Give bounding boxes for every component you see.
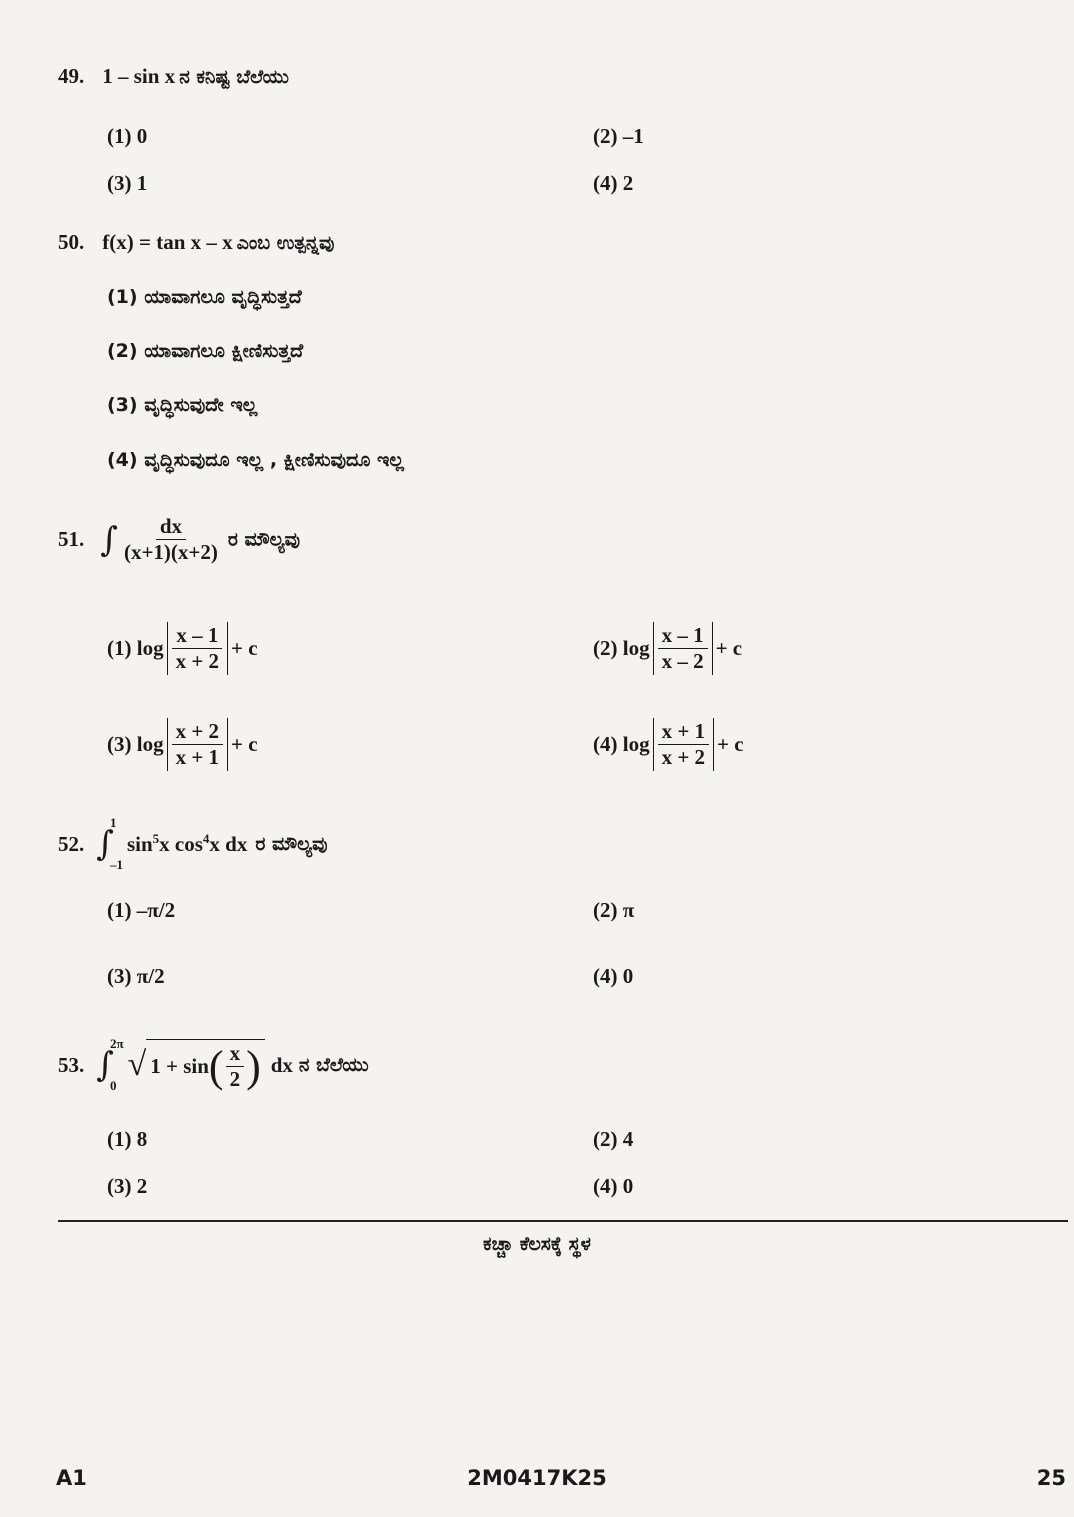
option-52-2[interactable]: (2) π bbox=[593, 898, 635, 922]
question-52 bbox=[58, 815, 328, 873]
radical-sign: √ bbox=[127, 1046, 147, 1083]
absolute-value: $\frac{x - 1}{x + 2}$ bbox=[167, 622, 228, 675]
lower-limit: –1 bbox=[109, 857, 123, 872]
option-50-4[interactable]: (4) ವೃದ್ಧಿಸುವುದೂ ಇಲ್ಲ , ಕ್ಷೀಣಿಸುವುದೂ ಇಲ್ಲ bbox=[107, 449, 404, 471]
question-number: 50. bbox=[58, 230, 85, 254]
question-number: 53. bbox=[58, 1052, 85, 1077]
option-53-2[interactable]: (2) 4 bbox=[593, 1127, 634, 1151]
divider-line bbox=[58, 1220, 1068, 1222]
question-51 bbox=[58, 515, 300, 564]
option-53-1[interactable]: (1) 8 bbox=[107, 1127, 148, 1151]
upper-limit: 2π bbox=[109, 1036, 124, 1051]
absolute-value: $\frac{x + 2}{x + 1}$ bbox=[167, 718, 228, 771]
question-number: 52. bbox=[58, 831, 85, 856]
question-number: 51. bbox=[58, 527, 85, 552]
integral-sign: ∫ bbox=[96, 1045, 114, 1085]
option-52-3[interactable]: (3) π/2 bbox=[107, 964, 165, 988]
integrand-fraction: $\frac{dx}{(x+1)(x+2)}$ bbox=[123, 514, 218, 565]
question-stem-text: ನ ಬೆಲೆಯು bbox=[298, 1054, 369, 1076]
option-52-4[interactable]: (4) 0 bbox=[593, 964, 634, 988]
integral-sign: ∫ bbox=[96, 824, 114, 864]
question-stem-math: f(x) = tan x – x bbox=[102, 230, 233, 254]
option-52-1[interactable]: (1) –π/2 bbox=[107, 898, 176, 922]
absolute-value: $\frac{x - 1}{x - 2}$ bbox=[653, 622, 713, 675]
option-50-3[interactable]: (3) ವೃದ್ಧಿಸುವುದೇ ಇಲ್ಲ bbox=[107, 394, 258, 416]
question-53: 53. ∫ 2π 0 √ 1 + sin ( $\frac{x}{2}$ ) dx ನ ಬೆಲೆಯು bbox=[58, 1036, 369, 1093]
integrand: $\sin^5x$ $\cos^4x$ dx bbox=[126, 831, 248, 856]
question-stem-text: ಎಂಬ ಉತ್ಪನ್ನವು bbox=[236, 232, 335, 254]
integral-limits bbox=[110, 1036, 124, 1094]
question-number: 49. bbox=[58, 64, 85, 88]
option-49-3[interactable]: (3) 1 bbox=[107, 171, 148, 195]
option-50-1[interactable]: (1) ಯಾವಾಗಲೂ ವೃದ್ಧಿಸುತ್ತದೆ bbox=[107, 286, 302, 308]
question-stem-math: 1 – sin x bbox=[102, 64, 176, 88]
rough-work-label: ಕಚ್ಚಾ ಕೆಲಸಕ್ಕೆ ಸ್ಥಳ bbox=[483, 1233, 591, 1255]
upper-limit: 1 bbox=[109, 815, 117, 830]
option-51-1[interactable]: (1) log $\frac{x - 1}{x + 2}$ + c bbox=[107, 622, 258, 675]
option-53-3[interactable]: (3) 2 bbox=[107, 1174, 148, 1198]
square-root: √ 1 + sin ( $\frac{x}{2}$ ) bbox=[128, 1039, 265, 1091]
footer-left: A1 bbox=[56, 1466, 87, 1490]
page-number: 25 bbox=[1036, 1466, 1066, 1490]
option-49-1[interactable]: (1) 0 bbox=[107, 124, 148, 148]
absolute-value: $\frac{x + 1}{x + 2}$ bbox=[653, 718, 714, 771]
lower-limit: 0 bbox=[109, 1078, 117, 1093]
option-49-4[interactable]: (4) 2 bbox=[593, 171, 634, 195]
option-51-3[interactable]: (3) log $\frac{x + 2}{x + 1}$ + c bbox=[107, 718, 258, 771]
integral-sign: ∫ bbox=[100, 519, 118, 560]
question-stem-text: ರ ಮೌಲ್ಯವು bbox=[255, 833, 328, 855]
question-stem-text: ನ ಕನಿಷ್ಟ ಬೆಲೆಯು bbox=[179, 66, 289, 88]
integral-limits bbox=[110, 815, 123, 873]
question-49 bbox=[58, 64, 289, 89]
option-53-4[interactable]: (4) 0 bbox=[593, 1174, 634, 1198]
option-51-2[interactable]: (2) log $\frac{x - 1}{x - 2}$ + c bbox=[593, 622, 742, 675]
option-49-2[interactable]: (2) –1 bbox=[593, 124, 644, 148]
option-50-2[interactable]: (2) ಯಾವಾಗಲೂ ಕ್ಷೀಣಿಸುತ್ತದೆ bbox=[107, 340, 304, 362]
question-50 bbox=[58, 230, 334, 255]
footer-code: 2M0417K25 bbox=[467, 1466, 607, 1490]
question-stem-text: ರ ಮೌಲ್ಯವು bbox=[227, 528, 301, 551]
option-51-4[interactable]: (4) log $\frac{x + 1}{x + 2}$ + c bbox=[593, 718, 744, 771]
